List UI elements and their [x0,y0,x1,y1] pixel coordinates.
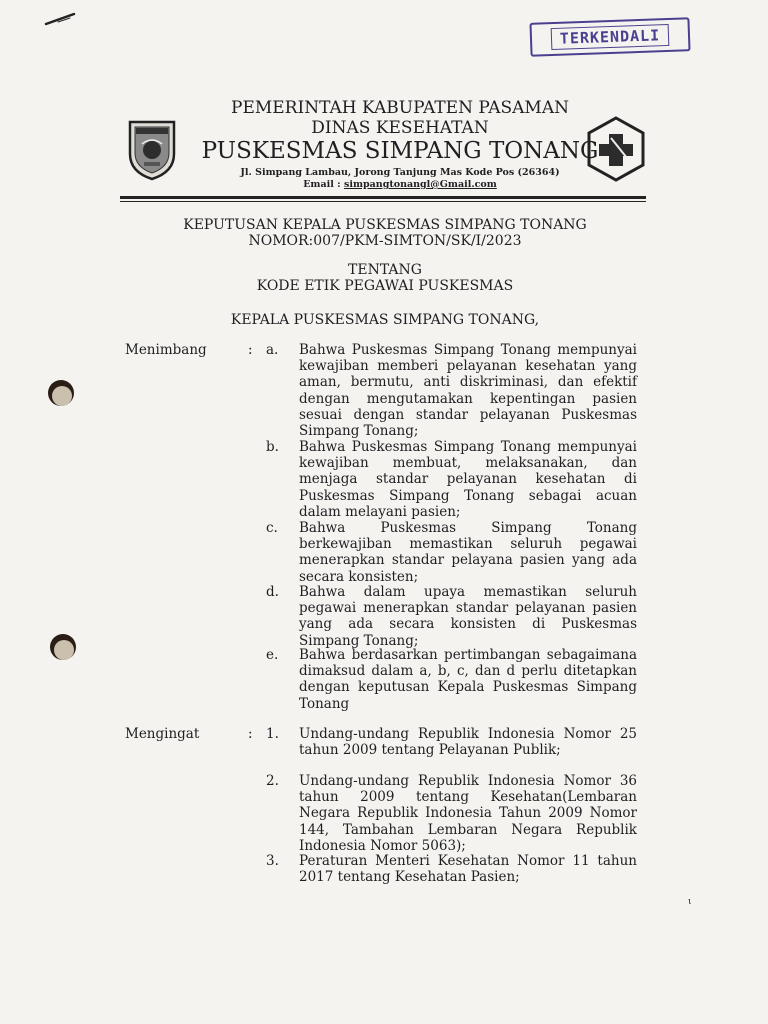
decree-title: KEPUTUSAN KEPALA PUSKESMAS SIMPANG TONANG [183,217,587,233]
punch-hole-top [48,380,74,406]
menimbang-item-e: Bahwa berdasarkan pertimbangan sebagaimana dimaksud dalam a, b, c, dan d perlu ditetapkan dengan keputusan Kepala Puskesmas Simpang Tonang [299,647,637,712]
menimbang-mark-d: d. [266,584,279,600]
header-email-line [150,179,650,190]
mengingat-mark-1: 1. [266,726,279,742]
mengingat-item-2: Undang-undang Republik Indonesia Nomor 36 tahun 2009 tentang Kesehatan(Lembaran Negara Republik Indonesia Tahun 2009 Nomor 144, Tambahan Lembaran Negara Republik Indonesia Nomor 5063); [299,773,637,854]
decree-number: NOMOR:007/PKM-SIMTON/SK/I/2023 [248,233,522,249]
stamp-text: TERKENDALI [550,24,669,50]
header-rule-thick [120,196,646,199]
pen-mark [44,10,84,30]
decree-subject: KODE ETIK PEGAWAI PUSKESMAS [256,278,514,294]
mengingat-item-1: Undang-undang Republik Indonesia Nomor 25 tahun 2009 tentang Pelayanan Publik; [299,726,637,759]
punch-hole-bottom [50,634,76,660]
header-address: Jl. Simpang Lambau, Jorong Tanjung Mas Kode Pos (26364) [240,167,560,178]
email-address: simpangtonangl@Gmail.com [343,179,497,190]
menimbang-item-d: Bahwa dalam upaya memastikan seluruh pegawai menerapkan standar pelayanan pasien yang ada secara konsisten di Puskesmas Simpang Tonang; [299,584,637,649]
menimbang-mark-c: c. [266,520,278,536]
header-government: PEMERINTAH KABUPATEN PASAMAN [231,98,569,118]
header-department: DINAS KESEHATAN [311,118,489,138]
header-institution: PUSKESMAS SIMPANG TONANG [201,138,599,164]
mengingat-mark-2: 2. [266,773,279,789]
header-rule-thin [120,201,646,202]
mengingat-item-3: Peraturan Menteri Kesehatan Nomor 11 tahun 2017 tentang Kesehatan Pasien; [299,853,637,886]
decree-authority: KEPALA PUSKESMAS SIMPANG TONANG, [230,312,540,328]
menimbang-mark-a: a. [266,342,279,358]
menimbang-colon: : [248,342,253,358]
menimbang-item-c: Bahwa Puskesmas Simpang Tonang berkewajiban memastikan seluruh pegawai menerapkan standar pelayana pasien yang ada secara konsisten; [299,520,637,585]
menimbang-mark-e: e. [266,647,279,663]
decree-tentang: TENTANG [348,262,422,278]
footnote-mark: ι [688,897,692,907]
menimbang-label: Menimbang [125,342,207,358]
menimbang-item-b: Bahwa Puskesmas Simpang Tonang mempunyai kewajiban membuat, melaksanakan, dan menjaga standar pelayanan kesehatan di Puskesmas Simpang Tonang sebagai acuan dalam melayani pasien; [299,439,637,520]
mengingat-mark-3: 3. [266,853,279,869]
menimbang-item-a: Bahwa Puskesmas Simpang Tonang mempunyai kewajiban memberi pelayanan kesehatan yang aman, bermutu, anti diskriminasi, dan efektif dengan mengutamakan kepentingan pasien sesuai dengan standar pelayanan Puskesmas Simpang Tonang; [299,342,637,440]
mengingat-colon: : [248,726,253,742]
menimbang-mark-b: b. [266,439,279,455]
mengingat-label: Mengingat [125,726,200,742]
controlled-stamp [529,17,690,57]
email-label: Email : [303,179,344,190]
